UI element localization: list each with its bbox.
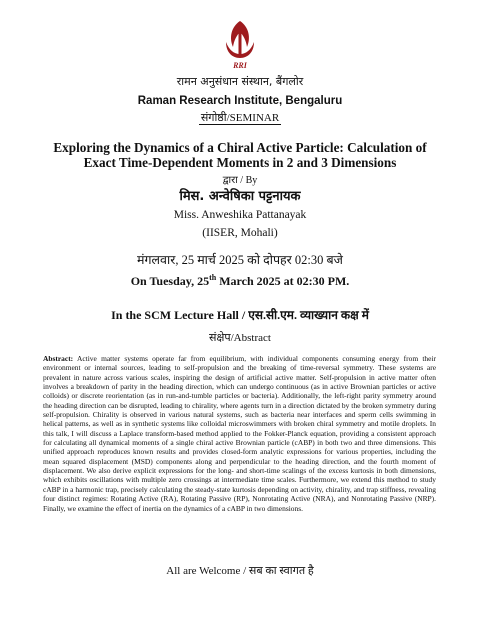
institute-name-hindi: रामन अनुसंधान संस्थान, बैंगलोर bbox=[176, 75, 304, 88]
date-prefix: On Tuesday, 25 bbox=[130, 274, 210, 288]
by-label: द्वारा / By bbox=[222, 175, 258, 186]
talk-title-line2: Exact Time-Dependent Moments in 2 and 3 Dimensions bbox=[83, 155, 397, 170]
svg-text:RRI: RRI bbox=[233, 61, 247, 70]
talk-title-line1: Exploring the Dynamics of a Chiral Active Particle: Calculation of bbox=[53, 140, 427, 155]
date-english bbox=[0, 273, 480, 289]
seminar-label-text: संगोष्ठी/SEMINAR bbox=[200, 112, 280, 124]
welcome-note: All are Welcome / सब का स्वागत है bbox=[166, 565, 314, 577]
date-rest: March 2025 at 02:30 PM. bbox=[216, 274, 350, 288]
talk-title bbox=[0, 140, 480, 170]
abstract-label: Abstract: bbox=[43, 354, 74, 363]
abstract-text: Active matter systems operate far from equilibrium, with individual components consuming energy from their environment or internal sources, leading to self-propulsion and the breaking of time-reversal symmetry. These systems are prevalent in nature across various scales, inspiring the design of artificial active matter. Self-propulsion in active matter often involves a breakdown of parity in the heading direction, which can undergo continuous (as in active Brownian particles or active colloids) or discrete reorientation (as in run-and-tumble particles or bacteria). Additionally, the left-right parity symmetry around the heading direction can be disrupted, leading to chirality, where agents turn in a direction dictated by the broken symmetry during self-propulsion. Chirality is observed in various natural systems, such as bacteria near interfaces and sperm cells swimming in helical patterns, as well as in synthetic systems like colloidal microswimmers with broken chiral symmetry and motile droplets. In this talk, I will discuss a Laplace transform-based method applied to the Fokker-Planck equation, providing a consistent approach for calculating all dynamical moments of a single chiral active Brownian particle (cABP) in both two and three dimensions. This unified approach reproduces known results and provides closed-form analytic expressions for various properties, including the mean squared displacement (MSD) components along and perpendicular to the heading direction, and the fourth moment of displacement. We also derive explicit expressions for the long- and short-time scalings of the excess kurtosis in both dimensions, which exhibits oscillations with multiple zero crossings at intermediate time scales. Furthermore, we extend this method to study cABP in a harmonic trap, precisely calculating the steady-state kurtosis depending on activity, chirality, and trap stiffness, revealing four distinct regimes: Rotating Active (RA), Rotating Passive (RP), Nonrotating Active (NRA), and Nonrotating Passive (NRP). Finally, we examine the effect of inertia on the dynamics of a cABP in two dimensions. bbox=[43, 354, 436, 513]
seminar-label bbox=[0, 110, 480, 125]
speaker-affiliation: (IISER, Mohali) bbox=[202, 227, 278, 239]
date-hindi: मंगलवार, 25 मार्च 2025 को दोपहर 02:30 बजे bbox=[137, 253, 343, 267]
speaker-name-hindi: मिस. अन्वेषिका पट्टनायक bbox=[179, 189, 301, 204]
speaker-name-english: Miss. Anweshika Pattanayak bbox=[173, 209, 307, 221]
rri-logo-icon bbox=[220, 18, 260, 70]
date-suffix: th bbox=[209, 273, 217, 282]
abstract-heading: संक्षेप/Abstract bbox=[209, 332, 271, 344]
abstract-body bbox=[43, 354, 436, 513]
venue: In the SCM Lecture Hall / एस.सी.एम. व्याख्यान कक्ष में bbox=[111, 308, 369, 322]
institute-name-english: Raman Research Institute, Bengaluru bbox=[137, 95, 343, 107]
